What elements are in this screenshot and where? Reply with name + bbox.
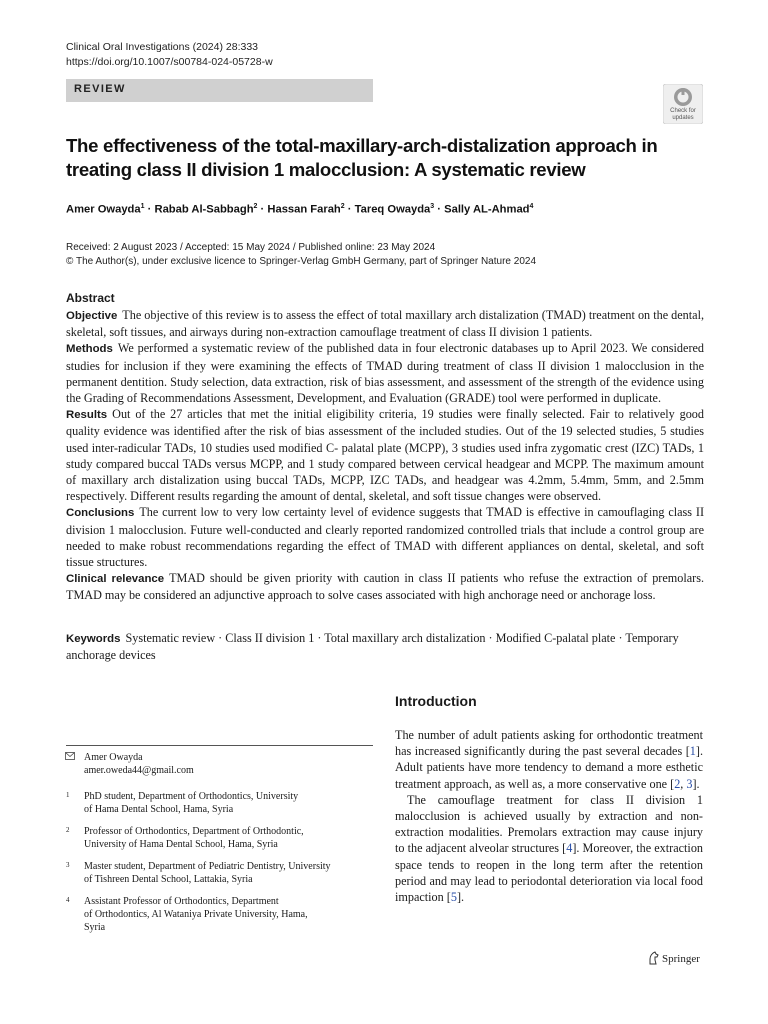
publisher-footer bbox=[647, 951, 700, 965]
text-run: ]. bbox=[456, 890, 465, 905]
objective-text: The objective of this review is to assess the effect of total maxillary arch distalization (TMAD) treatment on the dental, skeletal, soft tissues, and airways during non-extraction camouflage treatment of class II division 1 patients. bbox=[66, 308, 704, 340]
results-text: Out of the 27 articles that met the initial eligibility criteria, 19 studies were finally selected. Fair to relatively good quality evidence was identified after the risk of bias assessment of the included studies. Out of the 19 selected studies, 5 studies used inter-radicular TADs, 10 studies used modified C- palatal plate (MCPP), 3 studies used infra zygomatic crest (IZC) TADs, 1 study compared buccal TADs versus MCPP, and 1 study compared between cervical headgear and MCPP. The maximum amount of maxillary arch distalization using buccal TADs, MCPP, IZC TADs, and headgear was 4.2mm, 5.4mm, 5mm, and 2.5mm respectively. Different results regarding the amount of dental, skeletal, and soft tissue changes were observed. bbox=[66, 407, 704, 504]
author-affiliation-sup: 4 bbox=[529, 203, 534, 210]
article-type-label: REVIEW bbox=[74, 83, 126, 95]
affiliation-line: University of Hama Dental School, Hama, Syria bbox=[84, 839, 278, 850]
text-run: ]. bbox=[692, 776, 700, 791]
results-label: Results bbox=[66, 409, 108, 422]
objective-label: Objective bbox=[66, 310, 118, 322]
text-run: ]. Adult patients have more tendency to demand a more esthetic treatment approach, as well as, a more conservative one [ bbox=[395, 744, 703, 791]
footnote-divider bbox=[66, 745, 373, 746]
conclusions-text: The current low to very low certainty level of evidence suggests that TMAD is effective in camouflaging class II division 1 malocclusion. Future well-conducted and clearly reported randomized controlled trials that include a control group are needed to make robust recommendations regarding the effect of TMAD with different appliances on dental, skeletal, and soft tissue structures. bbox=[66, 505, 704, 570]
received-accepted-published: Received: 2 August 2023 / Accepted: 15 May 2024 / Published online: 23 May 2024 bbox=[66, 242, 436, 253]
text-run: The camouflage treatment for class II division 1 malocclusion is achieved usually by extraction and non-extraction modalities. Premolars extraction may cause injury to the adjacent alveolar structures [ bbox=[395, 792, 703, 856]
publication-dates bbox=[66, 241, 536, 269]
text-run: The number of adult patients asking for orthodontic treatment has increased significantly during the past several decades [ bbox=[395, 728, 703, 759]
intro-paragraph bbox=[395, 792, 703, 905]
author-name[interactable]: Hassan Farah bbox=[267, 203, 341, 216]
text-run: , bbox=[680, 776, 687, 791]
abstract-results bbox=[66, 406, 704, 504]
introduction-body bbox=[395, 727, 703, 905]
abstract-methods bbox=[66, 340, 704, 406]
citation-link[interactable]: 5 bbox=[450, 890, 457, 905]
affiliation-line: Professor of Orthodontics, Department of Orthodontic, bbox=[84, 826, 304, 837]
publisher-name: Springer bbox=[662, 953, 700, 965]
intro-paragraph bbox=[395, 727, 703, 792]
author-affiliation-sup: 1 bbox=[140, 203, 145, 210]
envelope-icon bbox=[65, 752, 75, 760]
affiliation-line: of Tishreen Dental School, Lattakia, Syria bbox=[84, 874, 253, 885]
abstract-conclusions bbox=[66, 504, 704, 570]
affiliation bbox=[66, 860, 373, 886]
copyright-notice: © The Author(s), under exclusive licence to Springer-Verlag GmbH Germany, part of Springer Nature 2024 bbox=[66, 256, 536, 267]
corresponding-author bbox=[66, 751, 373, 777]
author-list bbox=[66, 203, 533, 216]
affiliation bbox=[66, 825, 373, 851]
journal-citation: Clinical Oral Investigations (2024) 28:333 bbox=[66, 41, 259, 53]
keywords bbox=[66, 630, 704, 663]
author-separator: · bbox=[344, 203, 355, 216]
article-title: The effectiveness of the total-maxillary-arch-distalization approach in treating class II division 1 malocclusion: A systematic review bbox=[66, 135, 658, 180]
citation-link[interactable]: 1 bbox=[689, 744, 696, 759]
affiliation-line: Assistant Professor of Orthodontics, Department bbox=[84, 896, 279, 907]
author-name[interactable]: Rabab Al-Sabbagh bbox=[154, 203, 254, 216]
affiliation-number: 2 bbox=[66, 826, 70, 834]
conclusions-label: Conclusions bbox=[66, 507, 135, 520]
affiliation-line: Syria bbox=[84, 922, 106, 933]
contact-email[interactable]: amer.oweda44@gmail.com bbox=[84, 765, 194, 776]
citation-link[interactable]: 4 bbox=[566, 841, 573, 856]
footnotes bbox=[66, 751, 373, 943]
journal-info bbox=[66, 40, 273, 70]
introduction-heading: Introduction bbox=[395, 693, 477, 709]
badge-line-1: Check for bbox=[670, 108, 696, 114]
abstract-heading: Abstract bbox=[66, 291, 115, 305]
text-run: ]. Moreover, the extraction space tends to reopen in the long term after the retention period and may lead to periodontal deterioration via local food impaction [ bbox=[395, 841, 704, 905]
check-for-updates-badge[interactable] bbox=[663, 84, 703, 124]
affiliation-number: 3 bbox=[66, 861, 70, 869]
abstract-clinical-relevance bbox=[66, 570, 704, 603]
doi-link[interactable]: https://doi.org/10.1007/s00784-024-05728-w bbox=[66, 56, 273, 68]
badge-line-2: updates bbox=[672, 115, 694, 121]
methods-text: We performed a systematic review of the published data in four electronic databases up to April 2023. We considered studies for inclusion if they were examining the effects of TMAD during treatment of class II division 1 malocclusion in the permanent dentition. Study selection, data extraction, risk of bias assessment, and assessment of the strength of the evidence using the Grading of Recommendations Assessment, Development, and Evaluation (GRADE) tool were performed in duplicate. bbox=[66, 341, 704, 406]
author-affiliation-sup: 2 bbox=[253, 203, 258, 210]
author-separator: · bbox=[257, 203, 268, 216]
author-separator: · bbox=[434, 203, 445, 216]
contact-name: Amer Owayda bbox=[84, 752, 143, 763]
keywords-label: Keywords bbox=[66, 633, 121, 645]
affiliation-number: 1 bbox=[66, 791, 70, 799]
methods-label: Methods bbox=[66, 343, 113, 356]
affiliation-line: PhD student, Department of Orthodontics, University bbox=[84, 791, 299, 802]
affiliation bbox=[66, 895, 373, 934]
affiliation-line: of Orthodontics, Al Wataniya Private University, Hama, bbox=[84, 909, 308, 920]
author-affiliation-sup: 3 bbox=[430, 203, 435, 210]
author-name[interactable]: Sally AL-Ahmad bbox=[444, 203, 530, 216]
clinical-relevance-label: Clinical relevance bbox=[66, 573, 165, 586]
affiliation bbox=[66, 790, 373, 816]
author-affiliation-sup: 2 bbox=[340, 203, 345, 210]
author-name[interactable]: Amer Owayda bbox=[66, 203, 141, 216]
author-name[interactable]: Tareq Owayda bbox=[354, 203, 431, 216]
article-type-banner bbox=[66, 79, 373, 102]
affiliation-line: Master student, Department of Pediatric Dentistry, University bbox=[84, 861, 331, 872]
affiliation-number: 4 bbox=[66, 896, 70, 904]
affiliation-line: of Hama Dental School, Hama, Syria bbox=[84, 804, 234, 815]
abstract-body bbox=[66, 307, 704, 604]
author-separator: · bbox=[144, 203, 155, 216]
citation-link[interactable]: 3 bbox=[686, 776, 693, 791]
citation-link[interactable]: 2 bbox=[674, 776, 681, 791]
abstract-objective bbox=[66, 307, 704, 340]
clinical-relevance-text: TMAD should be given priority with caution in class II patients who refuse the extraction of premolars. TMAD may be considered an adjunctive approach to solve cases associated with high anchorage need or anchorage loss. bbox=[66, 571, 704, 603]
springer-horse-icon bbox=[647, 951, 659, 965]
keywords-text: Systematic review · Class II division 1 · Total maxillary arch distalization · Modified C-palatal plate · Temporary anchorage devices bbox=[66, 631, 679, 663]
